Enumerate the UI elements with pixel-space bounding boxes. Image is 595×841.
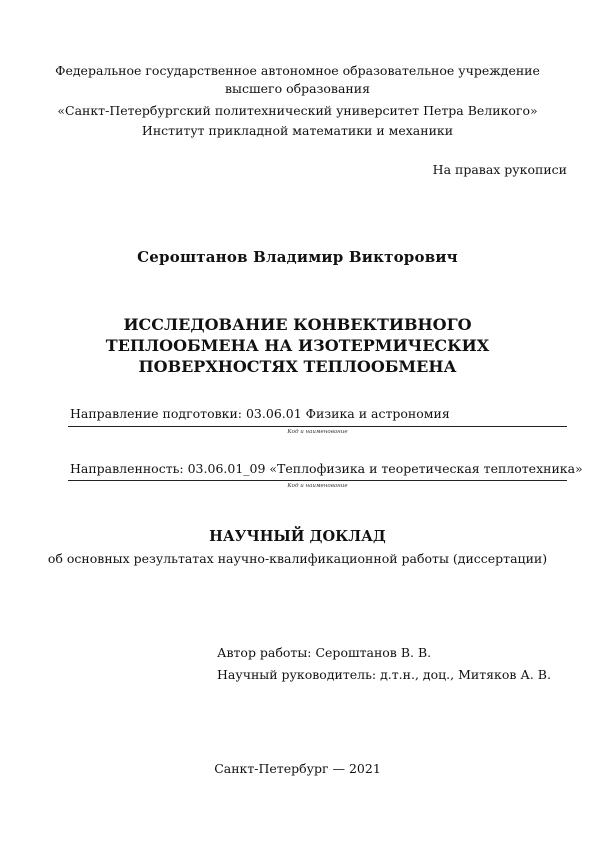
title-line-2: ТЕПЛООБМЕНА НА ИЗОТЕРМИЧЕСКИХ [105, 336, 490, 355]
focus-field: Направленность: 03.06.01_09 «Теплофизика и теоретическая теплотехника» [70, 461, 583, 476]
focus-caption: Код и наименование [287, 483, 348, 489]
author-credit: Автор работы: Сероштанов В. В. [217, 645, 432, 660]
institution-line-2: высшего образования [225, 81, 370, 96]
direction-underline [68, 426, 567, 427]
author-name: Сероштанов Владимир Викторович [137, 248, 458, 266]
supervisor-credit: Научный руководитель: д.т.н., доц., Митяков А. В. [217, 667, 551, 682]
direction-field: Направление подготовки: 03.06.01 Физика и астрономия [70, 406, 450, 421]
institute-name: Институт прикладной математики и механики [141, 123, 454, 138]
institution-line-3: «Санкт-Петербургский политехнический университет Петра Великого» [57, 103, 538, 118]
focus-underline [68, 480, 567, 481]
institution-line-1: Федеральное государственное автономное образовательное учреждение [55, 63, 540, 78]
title-line-3: ПОВЕРХНОСТЯХ ТЕПЛООБМЕНА [138, 357, 457, 376]
report-type: НАУЧНЫЙ ДОКЛАД [209, 528, 386, 545]
title-line-1: ИССЛЕДОВАНИЕ КОНВЕКТИВНОГО [123, 315, 472, 334]
manuscript-note: На правах рукописи [432, 162, 567, 177]
direction-caption: Код и наименование [287, 429, 348, 435]
report-subtitle: об основных результатах научно-квалификационной работы (диссертации) [47, 551, 548, 566]
city-year-footer: Санкт-Петербург — 2021 [214, 761, 381, 776]
